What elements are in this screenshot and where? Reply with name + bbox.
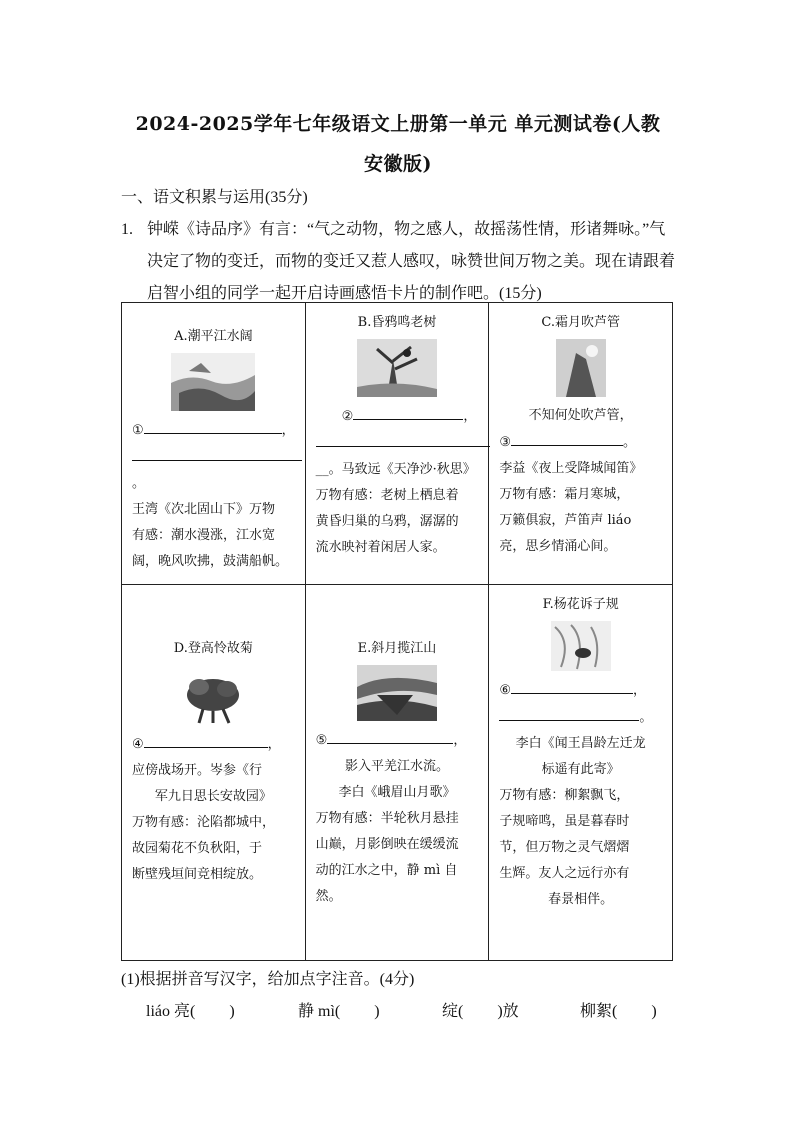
answer-blank-6b[interactable] — [499, 704, 639, 721]
answer-blank-5[interactable] — [327, 727, 453, 744]
card-title: D.登高怜故菊 — [173, 641, 253, 656]
crow-tree-image — [357, 339, 437, 397]
section-heading: 一、语文积累与运用(35分) — [121, 189, 308, 206]
blank-number-2: ② — [341, 409, 354, 424]
title-line-2: 安徽版) — [364, 153, 432, 175]
frost-moon-image — [556, 339, 606, 397]
card-source-1: 李白《闻王昌龄左迁龙 — [515, 736, 646, 751]
poem-source: 军九日思长安故园》 — [154, 789, 272, 804]
card-feeling-3: 断壁残垣间竞相绽放。 — [132, 867, 263, 882]
question-line-1: 钟嵘《诗品序》有言：“气之动物，物之感人，故摇荡性情，形诸舞咏。”气 — [147, 221, 666, 238]
card-feeling-3: 流水映衬着闲居人家。 — [315, 540, 446, 555]
answer-blank-1b[interactable] — [132, 444, 302, 461]
card-feeling-3: 亮，思乡情涌心间。 — [499, 539, 617, 554]
answer-blank-3[interactable] — [511, 429, 623, 446]
answer-blank-6[interactable] — [511, 677, 633, 694]
card-source: 王湾《次北固山下》万物 — [132, 502, 276, 517]
poem-line: 应傍战场开。岑参《行 — [132, 763, 263, 778]
card-feeling-2: 子规啼鸣，虽是暮春时 — [499, 814, 630, 829]
river-image — [171, 353, 255, 411]
willow-cuckoo-image — [551, 621, 611, 671]
card-title: A.潮平江水阔 — [174, 329, 253, 344]
card-e: E.斜月揽江山 ⑤ ， 影入平羌江水流。 李白《峨眉山月歌》 万物有感：半轮秋月悬挂 山巅，月影倒映在缓缓流 动的江水之中，静 mì 自然。 — [305, 585, 489, 961]
card-feeling-3: 动的江水之中，静 mì 自然。 — [315, 863, 458, 904]
question-line-2: 决定了物的变迁，而物的变迁又惹人感叹，咏赞世间万物之美。现在请跟着 — [147, 253, 676, 270]
answer-blank-1[interactable] — [144, 417, 282, 434]
card-source-2: 标遥有此寄》 — [541, 762, 620, 777]
card-feeling-4: 生辉。友人之远行亦有 — [499, 866, 630, 881]
title-line-1: 2024-2025学年七年级语文上册第一单元 单元测试卷(人教 — [135, 113, 661, 135]
sub-question-1: (1)根据拼音写汉字，给加点字注音。(4分) — [121, 971, 415, 988]
card-feeling-1: 万物有感：柳絮飘飞， — [499, 788, 630, 803]
moon-river-image — [357, 665, 437, 721]
card-source: 李白《峨眉山月歌》 — [338, 785, 456, 800]
card-title: C.霜月吹芦管 — [541, 315, 620, 330]
card-feeling-2: 山巅，月影倒映在缓缓流 — [315, 837, 459, 852]
card-feeling-1: 万物有感：半轮秋月悬挂 — [315, 811, 459, 826]
answer-blank-4[interactable] — [144, 731, 268, 748]
page-title — [120, 104, 676, 184]
card-a: A.潮平江水阔 ① ， 。 王湾《次北固山下》万物 有感：潮水漫涨，江水宽 阔，晚风吹拂，鼓满船帆。 — [122, 303, 306, 585]
blank-number-6: ⑥ — [499, 683, 511, 698]
poem-card-table — [121, 302, 673, 961]
card-f: F.杨花诉子规 ⑥ ， 。 李白《闻王昌龄左迁龙 标遥有此寄》 万物有感：柳絮飘飞， 子规啼鸣，虽是暮春时 节，但万物之灵气熠熠 生辉。友人之远行亦有 春景相伴。 — [489, 585, 673, 961]
card-feeling-1: 万物有感：沦陷都城中， — [132, 815, 276, 830]
answer-blank-2[interactable] — [353, 403, 463, 420]
card-title: E.斜月揽江山 — [357, 641, 437, 656]
blank-number-1: ① — [132, 423, 144, 438]
pinyin-item-2: 静 mì( ) — [298, 1003, 380, 1020]
blank-number-5: ⑤ — [315, 733, 328, 748]
period: 。 — [622, 435, 636, 450]
answer-blank-2b[interactable] — [316, 430, 490, 447]
poem-line: 影入平羌江水流。 — [344, 759, 449, 774]
card-feeling-3: 节，但万物之灵气熠熠 — [499, 840, 630, 855]
card-feeling-2: 阔，晚风吹拂，鼓满船帆。 — [132, 554, 289, 569]
card-d: D.登高怜故菊 ④ ， 应傍战场开。岑参《行 军九日思长安故园》 万物有感：沦陷都城中， 故园菊花不负秋阳，于 断壁残垣间竞相绽放。 — [122, 585, 306, 961]
card-feeling-2: 万籁俱寂，芦笛声 liáo — [499, 513, 632, 528]
period: 。 — [639, 710, 653, 725]
card-feeling-2: 故园菊花不负秋阳，于 — [132, 841, 263, 856]
pinyin-item-4: 柳絮( ) — [580, 1003, 657, 1020]
poem-line: 不知何处吹芦管， — [528, 408, 633, 423]
card-feeling-5: 春景相伴。 — [548, 892, 614, 907]
card-feeling-1: 万物有感：老树上栖息着 — [315, 488, 459, 503]
question-line-3: 启智小组的同学一起开启诗画感悟卡片的制作吧。(15分) — [147, 285, 542, 302]
card-source: 李益《夜上受降城闻笛》 — [499, 461, 643, 476]
pinyin-item-1: liáo 亮( ) — [146, 1003, 235, 1020]
blank-number-4: ④ — [132, 737, 144, 752]
card-feeling-1: 有感：潮水漫涨，江水宽 — [132, 528, 276, 543]
card-title: B.昏鸦鸣老树 — [357, 315, 437, 330]
card-source: __。马致远《天净沙·秋思》 — [315, 462, 476, 477]
card-c — [489, 303, 673, 585]
card-feeling-2: 黄昏归巢的乌鸦，潺潺的 — [315, 514, 459, 529]
question-number: 1. — [121, 221, 133, 238]
card-b: B.昏鸦鸣老树 ② ， __。马致远《天净沙·秋思》 万物有感：老树上栖息着 黄昏归巢的乌鸦，潺潺的 流水映衬着闲居人家。 — [305, 303, 489, 585]
card-feeling-1: 万物有感：霜月寒城， — [499, 487, 630, 502]
blank-number-3: ③ — [499, 435, 511, 450]
pinyin-item-3: 绽( )放 — [442, 1003, 519, 1020]
card-title: F.杨花诉子规 — [542, 597, 619, 612]
period: 。 — [132, 476, 146, 491]
question-1 — [121, 214, 677, 310]
chrysanthemum-image — [173, 665, 253, 725]
